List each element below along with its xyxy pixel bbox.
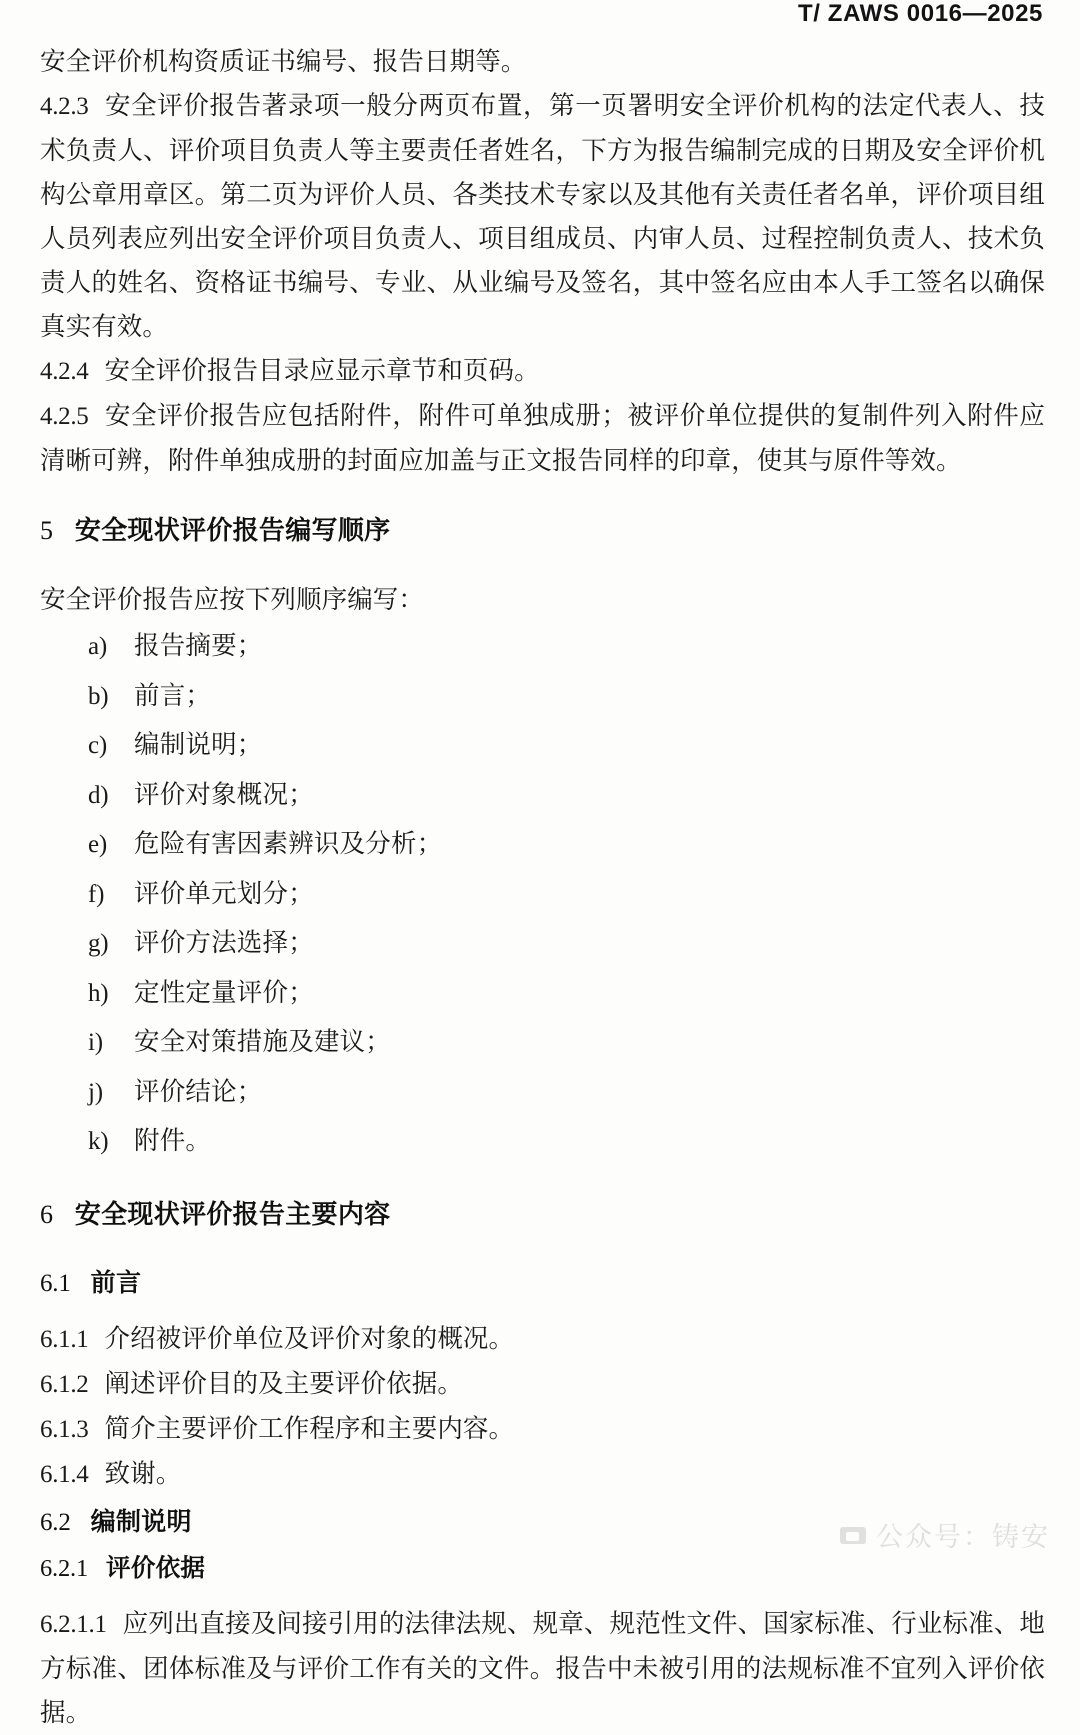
clause-6-2-1-1 (40, 1602, 1045, 1735)
clause-number: 4.2.3 (40, 93, 89, 120)
clause-number: 6.2.1.1 (40, 1610, 107, 1638)
heading-title: 前言 (90, 1268, 142, 1297)
clause-text: 致谢。 (104, 1458, 182, 1488)
list-marker: e) (88, 831, 108, 858)
list-item (40, 919, 1045, 969)
list-marker: k) (88, 1128, 109, 1155)
running-header (40, 0, 1045, 40)
list-item (40, 721, 1045, 771)
clause-text: 简介主要评价工作程序和主要内容。 (104, 1413, 515, 1443)
list-item (40, 1068, 1045, 1118)
clause-number: 6.1.2 (40, 1370, 89, 1398)
list-marker: i) (88, 1029, 103, 1056)
heading-6 (40, 1193, 1045, 1236)
list-marker: h) (88, 979, 109, 1007)
list-item-label: 报告摘要； (134, 631, 263, 660)
heading-number: 6.2.1 (40, 1554, 89, 1582)
spacer (40, 1236, 1045, 1262)
clause-text: 介绍被评价单位及评价对象的概况。 (104, 1323, 515, 1353)
report-order-list (40, 622, 1045, 1167)
heading-title: 安全现状评价报告编写顺序 (74, 515, 391, 545)
clause-number: 6.1.4 (40, 1460, 89, 1488)
heading-number: 5 (40, 516, 53, 545)
heading-title: 编制说明 (90, 1507, 192, 1536)
heading-title: 评价依据 (106, 1554, 206, 1582)
clause-6-1-1 (40, 1317, 1045, 1362)
heading-6-2-1 (40, 1548, 1045, 1590)
list-marker: d) (88, 781, 109, 809)
heading-number: 6.1 (40, 1269, 71, 1297)
list-item (40, 771, 1045, 821)
clause-text: 应列出直接及间接引用的法律法规、规章、规范性文件、国家标准、行业标准、地方标准、团体标准及与评价工作有关的文件。报告中未被引用的法规标准不宜列入评价依据。 (40, 1608, 1045, 1727)
list-marker: a) (88, 633, 108, 660)
list-item-label: 评价方法选择； (134, 928, 314, 957)
clause-6-1-2 (40, 1362, 1045, 1407)
list-item-label: 编制说明； (134, 730, 263, 759)
heading-6-1 (40, 1262, 1045, 1305)
list-item-label: 安全对策措施及建议； (134, 1027, 392, 1056)
clause-text: 安全评价报告应包括附件，附件可单独成册；被评价单位提供的复制件列入附件应清晰可辨，附件单独成册的封面应加盖与正文报告同样的印章，使其与原件等效。 (40, 401, 1045, 475)
clause-6-1-3 (40, 1407, 1045, 1452)
list-item-label: 评价单元划分； (134, 878, 314, 908)
heading-6-2 (40, 1501, 1045, 1544)
list-item-label: 附件。 (134, 1126, 212, 1155)
list-item (40, 969, 1045, 1019)
list-item-label: 前言； (134, 680, 212, 710)
watermark-text: 公众号：铸安 (876, 1522, 1050, 1552)
list-marker: f) (88, 880, 105, 908)
spacer (40, 552, 1045, 578)
clause-text: 安全评价报告目录应显示章节和页码。 (104, 356, 540, 385)
list-marker: j) (88, 1078, 103, 1106)
spacer (40, 1590, 1045, 1602)
list-item (40, 1117, 1045, 1167)
list-marker: c) (88, 732, 108, 759)
heading-title: 安全现状评价报告主要内容 (74, 1198, 391, 1229)
list-item (40, 820, 1045, 870)
clause-text: 阐述评价目的及主要评价依据。 (104, 1368, 463, 1398)
clause-number: 6.1.1 (40, 1325, 89, 1353)
clause-text: 安全评价报告著录项一般分两页布置，第一页署明安全评价机构的法定代表人、技术负责人、评价项目负责人等主要责任者姓名，下方为报告编制完成的日期及安全评价机构公章用章区。第二页为评价人员、各类技术专家以及其他有关责任者名单，评价项目组人员列表应列出安全评价项目负责人、项目组成员、内审人员、过程控制负责人、技术负责人的姓名、资格证书编号、专业、从业编号及签名，其中签名应由本人手工签名以确保真实有效。 (40, 91, 1045, 341)
clause-number: 4.2.5 (40, 403, 89, 430)
clause-4-2-3 (40, 84, 1045, 349)
list-item-label: 评价对象概况； (134, 779, 314, 809)
standard-code: T/ ZAWS 0016—2025 (798, 0, 1043, 27)
list-item-label: 评价结论； (134, 1076, 263, 1106)
list-item (40, 870, 1045, 920)
clause-number: 4.2.4 (40, 358, 89, 385)
list-marker: b) (88, 682, 109, 710)
heading-number: 6 (40, 1199, 53, 1229)
list-item (40, 622, 1045, 672)
clause-4-2-4 (40, 349, 1045, 394)
clause-number: 6.1.3 (40, 1415, 89, 1443)
list-item-label: 定性定量评价； (134, 977, 314, 1007)
spacer (40, 1167, 1045, 1193)
paragraph-4-2-2-tail: 安全评价机构资质证书编号、报告日期等。 (40, 47, 527, 76)
spacer (40, 1305, 1045, 1317)
spacer (40, 483, 1045, 509)
list-item (40, 672, 1045, 722)
list-marker: g) (88, 930, 109, 957)
list-item-label: 危险有害因素辨识及分析； (134, 829, 443, 858)
clause-4-2-5 (40, 394, 1045, 483)
heading-5 (40, 509, 1045, 552)
clause-6-1-4 (40, 1452, 1045, 1497)
heading-number: 6.2 (40, 1508, 71, 1536)
list-intro: 安全评价报告应按下列顺序编写： (40, 585, 425, 614)
list-item (40, 1018, 1045, 1068)
